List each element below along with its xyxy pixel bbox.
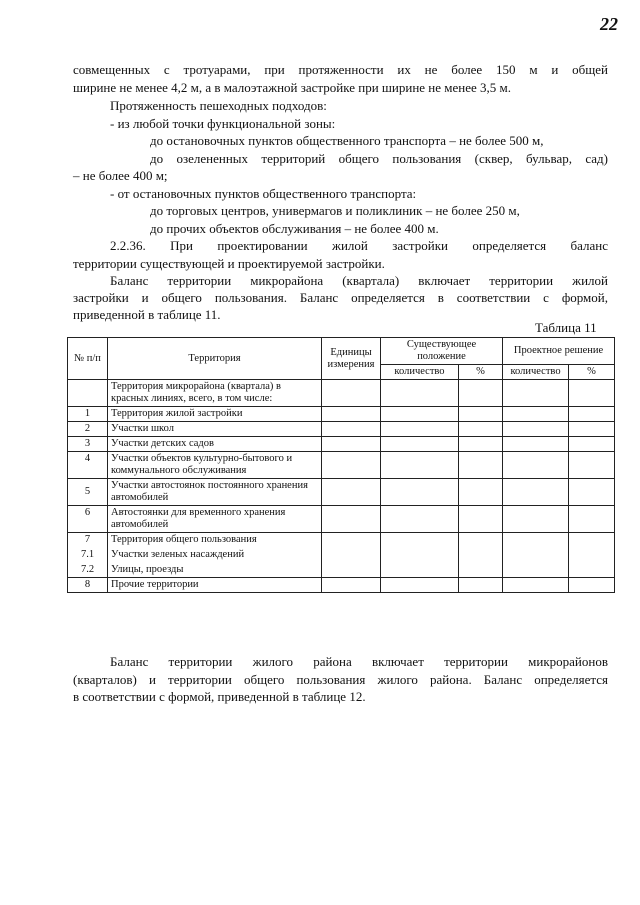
paragraph-line: приведенной в таблице 11. <box>73 307 221 322</box>
row-label: Улицы, проезды <box>111 564 184 575</box>
paragraph-line: в соответствии с формой, приведенной в таблице 12. <box>73 689 366 704</box>
table-row <box>68 422 615 437</box>
row-num: 7.2 <box>80 564 95 575</box>
row-num: 2 <box>68 422 108 437</box>
row-num: 1 <box>68 407 108 422</box>
header-existing: Существующее положение <box>381 338 503 365</box>
paragraph-line: территории существующей и проектируемой застройки. <box>73 256 385 271</box>
paragraph-line: совмещенных с тротуарами, при протяженности их не более 150 м и общей <box>73 62 608 77</box>
table-row <box>68 407 615 422</box>
paragraph-line: до прочих объектов обслуживания – не более 400 м. <box>150 221 439 236</box>
header-qty-existing: количество <box>381 365 459 380</box>
header-qty-project: количество <box>503 365 569 380</box>
header-territory: Территория <box>108 338 322 380</box>
row-num-group <box>68 533 108 578</box>
paragraph-line: Баланс территории жилого района включает территории микрорайонов <box>110 654 608 669</box>
row-num: 8 <box>68 578 108 593</box>
paragraph-line: ширине не менее 4,2 м, а в малоэтажной застройке при ширине не менее 3,5 м. <box>73 80 512 95</box>
row-label: Прочие территории <box>108 578 322 593</box>
header-pct-existing: % <box>459 365 503 380</box>
table-row <box>68 506 615 533</box>
page-number: 22 <box>600 14 618 34</box>
paragraph-line: Протяженность пешеходных подходов: <box>110 98 327 113</box>
row-label: Участки объектов культурно-бытового и коммунального обслуживания <box>108 452 322 479</box>
table-row <box>68 437 615 452</box>
row-label: Участки зеленых насаждений <box>111 549 245 560</box>
row-num: 7 <box>84 534 91 545</box>
paragraph-line: до остановочных пунктов общественного транспорта – не более 500 м, <box>150 133 544 148</box>
table-row <box>68 380 615 407</box>
row-label: Участки детских садов <box>108 437 322 452</box>
paragraph-line: 2.2.36. При проектировании жилой застройки определяется баланс <box>110 238 608 253</box>
paragraph-line: до озелененных территорий общего пользования (сквер, бульвар, сад) <box>150 151 608 166</box>
header-units: Единицы измерения <box>322 338 381 380</box>
header-project: Проектное решение <box>503 338 615 365</box>
paragraph-line: - из любой точки функциональной зоны: <box>110 116 336 131</box>
row-label: Территория общего пользования <box>111 534 257 545</box>
header-pct-project: % <box>569 365 615 380</box>
row-num <box>68 380 108 407</box>
row-num: 5 <box>68 479 108 506</box>
paragraph-line: застройки и общего пользования. Баланс определяется в соответствии с формой, <box>73 290 608 305</box>
row-label-group <box>108 533 322 578</box>
row-num: 6 <box>68 506 108 533</box>
paragraph-line: – не более 400 м; <box>73 168 168 183</box>
balance-table <box>67 337 615 593</box>
table-row <box>68 479 615 506</box>
paragraph-line: до торговых центров, универмагов и поликлиник – не более 250 м, <box>150 203 520 218</box>
row-label: Участки школ <box>108 422 322 437</box>
row-num: 4 <box>68 452 108 479</box>
table-row <box>68 578 615 593</box>
paragraph-line: Баланс территории микрорайона (квартала) включает территории жилой <box>110 273 608 288</box>
row-label: Автостоянки для временного хранения автомобилей <box>108 506 322 533</box>
paragraph-line: (кварталов) и территории общего пользования жилого района. Баланс определяется <box>73 672 608 687</box>
header-num: № п/п <box>68 338 108 380</box>
paragraph-line: - от остановочных пунктов общественного транспорта: <box>110 186 417 201</box>
row-label: Участки автостоянок постоянного хранения автомобилей <box>108 479 322 506</box>
table-caption: Таблица 11 <box>535 320 597 335</box>
row-label: Территория жилой застройки <box>108 407 322 422</box>
table-row <box>68 533 615 578</box>
row-num: 7.1 <box>80 549 95 560</box>
table-row <box>68 452 615 479</box>
row-num: 3 <box>68 437 108 452</box>
row-label: Территория микрорайона (квартала) в красных линиях, всего, в том числе: <box>108 380 322 407</box>
